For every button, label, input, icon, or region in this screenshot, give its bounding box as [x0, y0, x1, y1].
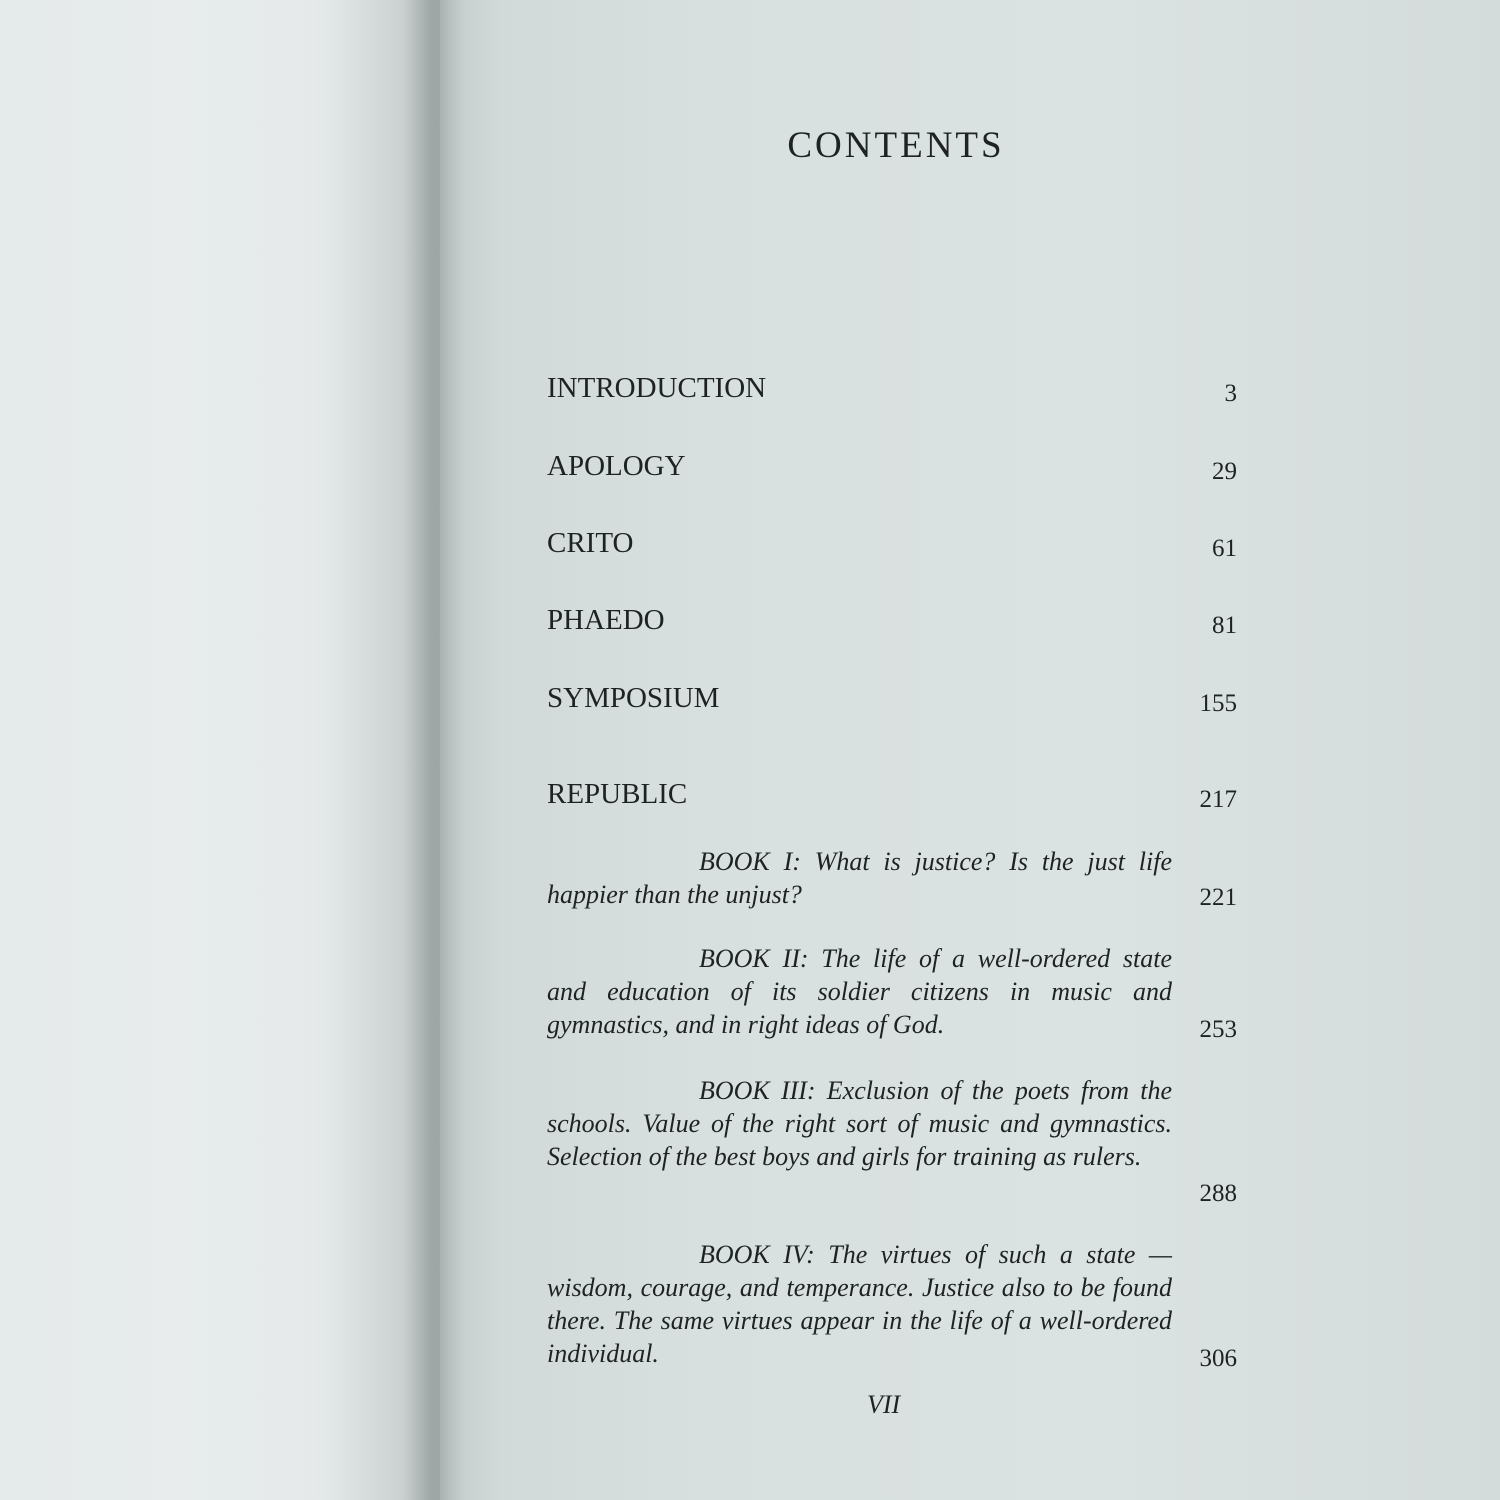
- page-number: VII: [867, 1390, 901, 1419]
- toc-entry-page: 217: [1199, 786, 1237, 813]
- toc-entry-page: 29: [1212, 458, 1237, 485]
- toc-entry-title: INTRODUCTION: [547, 372, 767, 404]
- toc-book-i-page: 221: [1199, 884, 1237, 911]
- toc-entry-page: 155: [1199, 690, 1237, 717]
- contents-page: [440, 0, 1500, 1500]
- toc-book-ii-description: BOOK II: The life of a well-ordered state and education of its soldier citizens in music and gymnastics, and in right ideas of God.: [547, 944, 1172, 1039]
- toc-book-iii-page: 288: [1199, 1180, 1237, 1207]
- toc-entry-page: 81: [1212, 612, 1237, 639]
- toc-entry-page: 3: [1224, 380, 1237, 407]
- toc-entry-page: 61: [1212, 535, 1237, 562]
- page-title: CONTENTS: [787, 125, 1005, 166]
- toc-book-ii-page: 253: [1199, 1016, 1237, 1043]
- toc-book-i-description: BOOK I: What is justice? Is the just life happier than the unjust?: [547, 847, 1172, 909]
- toc-entry-title: APOLOGY: [547, 450, 686, 482]
- toc-entry-title: PHAEDO: [547, 604, 665, 636]
- toc-entry-title: CRITO: [547, 527, 634, 559]
- toc-book-iii-description: BOOK III: Exclusion of the poets from the schools. Value of the right sort of music and gymnastics. Selection of the best boys and girls for training as rulers.: [547, 1076, 1172, 1171]
- toc-book-iv-description: BOOK IV: The virtues of such a state —wisdom, courage, and temperance. Justice also to be found there. The same virtues appear in the life of a well-ordered individual.: [547, 1240, 1172, 1368]
- toc-entry-title: REPUBLIC: [547, 778, 688, 810]
- left-page: [0, 0, 440, 1500]
- toc-book-iv-page: 306: [1199, 1345, 1237, 1372]
- toc-entry-title: SYMPOSIUM: [547, 682, 720, 714]
